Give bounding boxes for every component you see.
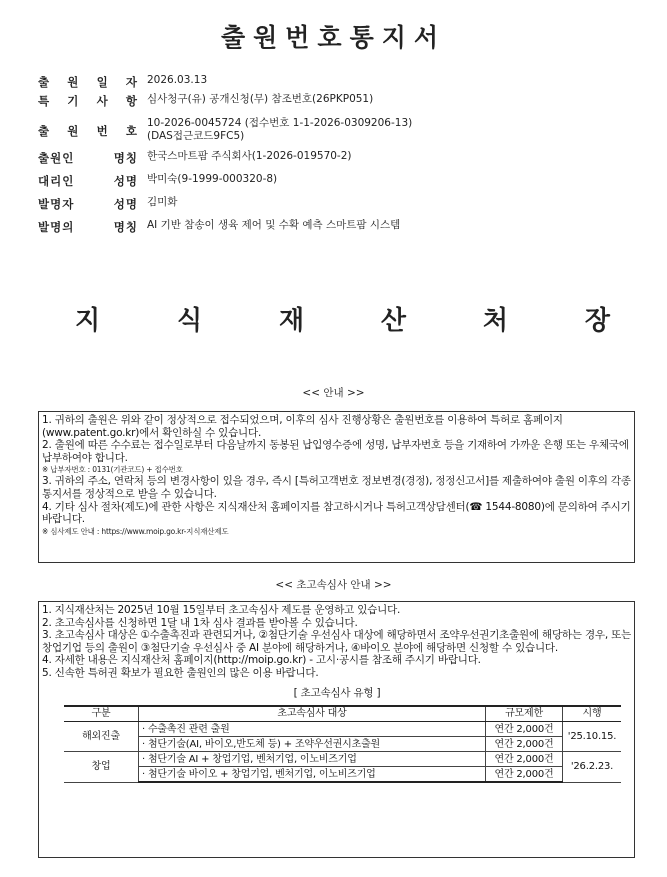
info-value-line: (DAS접근코드9FC5) (147, 130, 245, 142)
table-cell-target: · 수출촉진 관련 출원 (139, 722, 486, 737)
info-label: 출원인 명칭 (38, 151, 138, 165)
authority-char: 장 (584, 306, 610, 336)
info-value-line: 10-2026-0045724 (접수번호 1-1-2026-0309206-13) (147, 117, 413, 129)
fast-track-table-title: [ 초고속심사 유형 ] (293, 686, 381, 699)
info-row-invention-title (38, 219, 638, 242)
info-label: 대리인 성명 (38, 174, 138, 188)
table-cell-target: · 첨단기술 바이오 + 창업기업, 벤처기업, 이노비즈기업 (139, 767, 486, 783)
table-cell-limit: 연간 2,000건 (486, 722, 563, 737)
info-row-agent (38, 173, 638, 196)
authority-char: 처 (482, 306, 508, 336)
fast-track-types-table (64, 705, 621, 783)
table-cell-limit: 연간 2,000건 (486, 737, 563, 752)
guide-item: 2. 출원에 따른 수수료는 접수일로부터 다음날까지 동봉된 납입영수증에 성명, 납부자번호 등을 기재하여 가까운 은행 또는 우체국에 납부하여야 합니다. (42, 439, 629, 464)
authority-char: 식 (176, 306, 203, 336)
info-value: 심사청구(유) 공개신청(무) 참조번호(26PKP051) (147, 93, 374, 105)
info-label: 발명자 성명 (38, 197, 138, 211)
table-header: 규모제한 (486, 706, 563, 722)
info-label: 특 기 사 항 (38, 94, 138, 108)
fast-track-item: 1. 지식재산처는 2025년 10월 15일부터 초고속심사 제도를 운영하고 있습니다. (42, 604, 401, 616)
info-label: 출 원 일 자 (38, 75, 138, 89)
table-cell-date: '25.10.15. (563, 722, 622, 752)
authority-char: 지 (75, 306, 101, 336)
info-value: 2026.03.13 (147, 74, 208, 86)
info-value: 김미화 (147, 196, 178, 208)
guide-note: ※ 납부자번호 : 0131(기관코드) + 접수번호 (42, 465, 183, 475)
info-value: 한국스마트팜 주식회사(1-2026-019570-2) (147, 150, 352, 162)
application-info (38, 74, 638, 242)
table-header: 초고속심사 대상 (139, 706, 486, 722)
table-cell-category: 창업 (64, 752, 139, 783)
table-cell-limit: 연간 2,000건 (486, 752, 563, 767)
fast-track-item: 4. 자세한 내용은 지식재산처 홈페이지(http://moip.go.kr) - 고시·공시를 참조해 주시기 바랍니다. (42, 654, 481, 667)
authority-char: 재 (278, 306, 305, 336)
table-row (64, 737, 621, 752)
info-row-filing-date (38, 74, 638, 93)
table-header-row (64, 706, 621, 722)
table-cell-target: · 첨단기술(AI, 바이오,반도체 등) + 조약우선권시초출원 (139, 737, 486, 752)
guide-title: << 안내 >> (302, 387, 365, 399)
fast-track-title: << 초고속심사 안내 >> (275, 579, 392, 591)
guide-box (38, 411, 635, 563)
info-value (147, 117, 412, 143)
table-row (64, 767, 621, 783)
document-title: 출원번호통지서 (220, 23, 447, 52)
fast-track-item: 3. 초고속심사 대상은 ①수출촉진과 관련되거나, ②첨단기술 우선심사 대상에 해당하면서 조약우선권기초출원에 해당하는 경우, 또는 창업기업 등의 출원이 ③첨단기술 우선심사 중 AI 분야에 해당하거나, ④바이오 분야에 해당하면 신청할 수 있습니다. (42, 629, 632, 654)
info-row-inventor (38, 196, 638, 219)
info-row-applicant (38, 150, 638, 173)
guide-item: 1. 귀하의 출원은 위와 같이 정상적으로 접수되었으며, 이후의 심사 진행상황은 출원번호를 이용하여 특허로 홈페이지(www.patent.go.kr)에서 확인하실 수 있습니다. (42, 414, 563, 439)
fast-track-item: 5. 신속한 특허권 확보가 필요한 출원인의 많은 이용 바랍니다. (42, 666, 319, 679)
info-label: 발명의 명칭 (38, 220, 138, 234)
table-cell-date: '26.2.23. (563, 752, 622, 783)
fast-track-item: 2. 초고속심사를 신청하면 1달 내 1차 심사 결과를 받아볼 수 있습니다. (42, 616, 358, 629)
authority-char: 산 (380, 306, 407, 336)
fast-track-box (38, 601, 635, 858)
info-value: AI 기반 참송이 생육 제어 및 수확 예측 스마트팜 시스템 (147, 219, 401, 231)
issuing-authority (75, 300, 610, 337)
table-row (64, 752, 621, 767)
guide-note: ※ 심사제도 안내 : https://www.moip.go.kr-지식재산제도 (42, 526, 229, 536)
table-row (64, 722, 621, 737)
guide-item: 4. 기타 심사 절차(제도)에 관한 사항은 지식재산처 홈페이지를 참고하시거나 특허고객상담센터(☎ 1544-8080)에 문의하여 주시기 바랍니다. (42, 500, 631, 526)
table-header: 시행 (563, 706, 622, 722)
table-cell-category: 해외진출 (64, 722, 139, 752)
table-header: 구분 (64, 706, 139, 722)
table-cell-limit: 연간 2,000건 (486, 767, 563, 783)
table-cell-target: · 첨단기술 AI + 창업기업, 벤처기업, 이노비즈기업 (139, 752, 486, 767)
info-row-special-notes (38, 93, 638, 117)
info-value: 박미숙(9-1999-000320-8) (147, 173, 278, 185)
info-row-application-number (38, 117, 638, 150)
info-label: 출 원 번 호 (38, 124, 138, 138)
guide-item: 3. 귀하의 주소, 연락처 등의 변경사항이 있을 경우, 즉시 [특허고객번호 정보변경(경정), 정정신고서]를 제출하여야 출원 이후의 각종 통지서를 정상적으로 받을 수 있습니다. (42, 475, 631, 500)
